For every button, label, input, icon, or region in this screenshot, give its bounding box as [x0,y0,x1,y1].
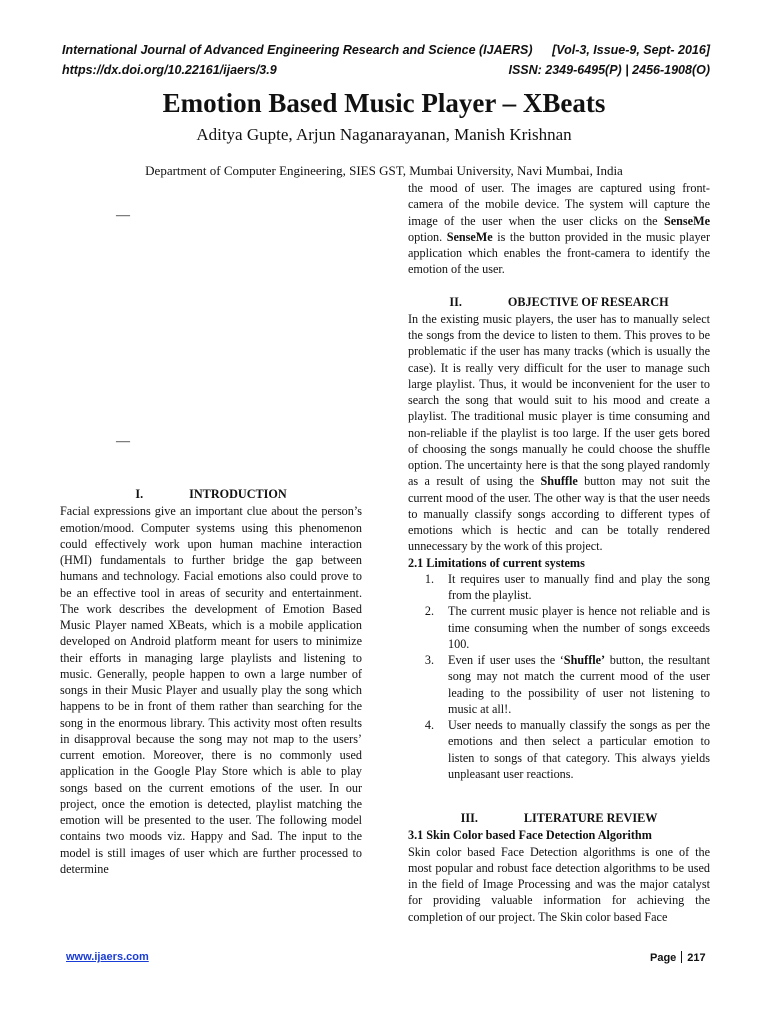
senseme-term: SenseMe [663,213,710,228]
subsection-heading-limitations: 2.1 Limitations of current systems [408,555,585,570]
page-number: Page 217 [650,952,706,964]
introduction-paragraph: Facial expressions give an important clue about the person’s emotion/mood. Computer systems using this phenomenon could effectively work upon human machine interaction (HMI) fundamentals to further bridge the gap between humans and technology. Facial emotions also could prove to be an effective tool in areas of security and entertainment. The work describes the development of Emotion Based Music Player named XBeats, which is a mobile application developed on Android platform meant for users to minimize their efforts in managing large playlists and listening to music. Generally, people happen to own a large number of songs in their Music Player and usually play the song which happens to be in front of them rather than searching for the song in the enormous library. This activity most often results in disapproval because the song may not map to the users’ current emotion. Moreover, there is no commonly used application in the Google Play Store which is able to play songs based on the current emotions of the user. In our project, once the emotion is detected, playlist matching the emotion will be presented to the user. The following model contains two moods viz. Happy and Sad. The input to the model is still images of user which are further processed to determine [60,504,362,876]
introduction-continued-paragraph: the mood of user. The images are captured using front-camera of the mobile device. The system will capture the image of the user when the user clicks on the SenseMe option. SenseMe is the button provided in the music player application which enables the front-camera to identify the emotion of the user. [408,181,710,277]
subsection-heading-skin-color: 3.1 Skin Color based Face Detection Algorithm [408,828,652,843]
right-column [408,180,710,925]
shuffle-term: Shuffle [540,474,578,489]
list-item-text: User needs to manually classify the songs as per the emotions and then select a particular emotion to listen to songs of that category. This always yields unpleasant user reactions. [448,718,710,781]
volume-info: [Vol-3, Issue-9, Sept- 2016] [552,43,710,57]
section-title: OBJECTIVE OF RESEARCH [507,294,669,309]
list-item [408,603,710,652]
section-heading-introduction [60,486,362,502]
left-column [60,486,362,877]
section-title: INTRODUCTION [189,487,287,501]
running-header-line-2 [62,63,710,77]
page-separator [681,951,682,963]
literature-paragraph: Skin color based Face Detection algorithms is one of the most popular and robust face detection algorithms to be used in the field of Image Processing and was the major catalyst for providing valuable information for achieving the completion of our project. The Skin color based Face [408,844,710,924]
running-header-line-1 [62,43,710,57]
issn-info: ISSN: 2349-6495(P) | 2456-1908(O) [508,63,710,77]
list-item-number: 2. [424,604,434,619]
section-heading-objective [408,294,710,310]
limitations-list [408,571,710,782]
paper-title: Emotion Based Music Player – XBeats [162,88,606,118]
list-item-number: 4. [424,718,434,732]
abstract-dash-bottom: — [116,434,130,449]
journal-website-link[interactable]: www.ijaers.com [66,951,149,963]
paper-affiliation: Department of Computer Engineering, SIES GST, Mumbai University, Navi Mumbai, India [145,163,623,178]
list-item [408,571,710,604]
list-item-text: It requires user to manually find and play the song from the playlist. [448,571,710,602]
section-number: II. [449,294,462,309]
journal-name: International Journal of Advanced Engineering Research and Science (IJAERS) [62,43,533,57]
abstract-dash-top: — [116,208,130,223]
list-item-number: 1. [424,571,434,586]
list-item-text: Even if user uses the ‘Shuffle’ button, the resultant song may not match the current mood of the user leading to the possibility of user not listening to music at all!. [448,653,710,716]
list-item [408,717,710,782]
list-item-text: The current music player is hence not reliable and is time consuming when the number of songs exceeds 100. [448,604,710,651]
section-heading-literature [408,810,710,826]
objective-paragraph: In the existing music players, the user has to manually select the songs from the device to listen to them. This proves to be problematic if the user has many tracks (which is usually the case). It is really very difficult for the user to manage such large playlist. Thus, it would be inconvenient for the user to search the song that would suit to his mood and create a playlist. The traditional music player is time consuming and non-reliable if the playlist is too large. If the user gets bored of choosing the songs manually he could choose the shuffle option. The uncertainty here is that the song played randomly as a result of using the Shuffle button may not suit the current mood of the user. The other way is that the user needs to manually classify songs according to different types of emotions which is hectic and can be totally rendered unnecessary by the work of this project. [408,311,711,554]
section-number: III. [460,811,478,825]
senseme-term: SenseMe [446,229,493,244]
doi-link[interactable]: https://dx.doi.org/10.22161/ijaers/3.9 [62,63,277,77]
section-number: I. [135,487,144,501]
list-item [408,652,710,717]
paper-authors: Aditya Gupte, Arjun Naganarayanan, Manish Krishnan [196,125,572,144]
list-item-number: 3. [424,653,434,667]
section-title: LITERATURE REVIEW [523,811,658,825]
